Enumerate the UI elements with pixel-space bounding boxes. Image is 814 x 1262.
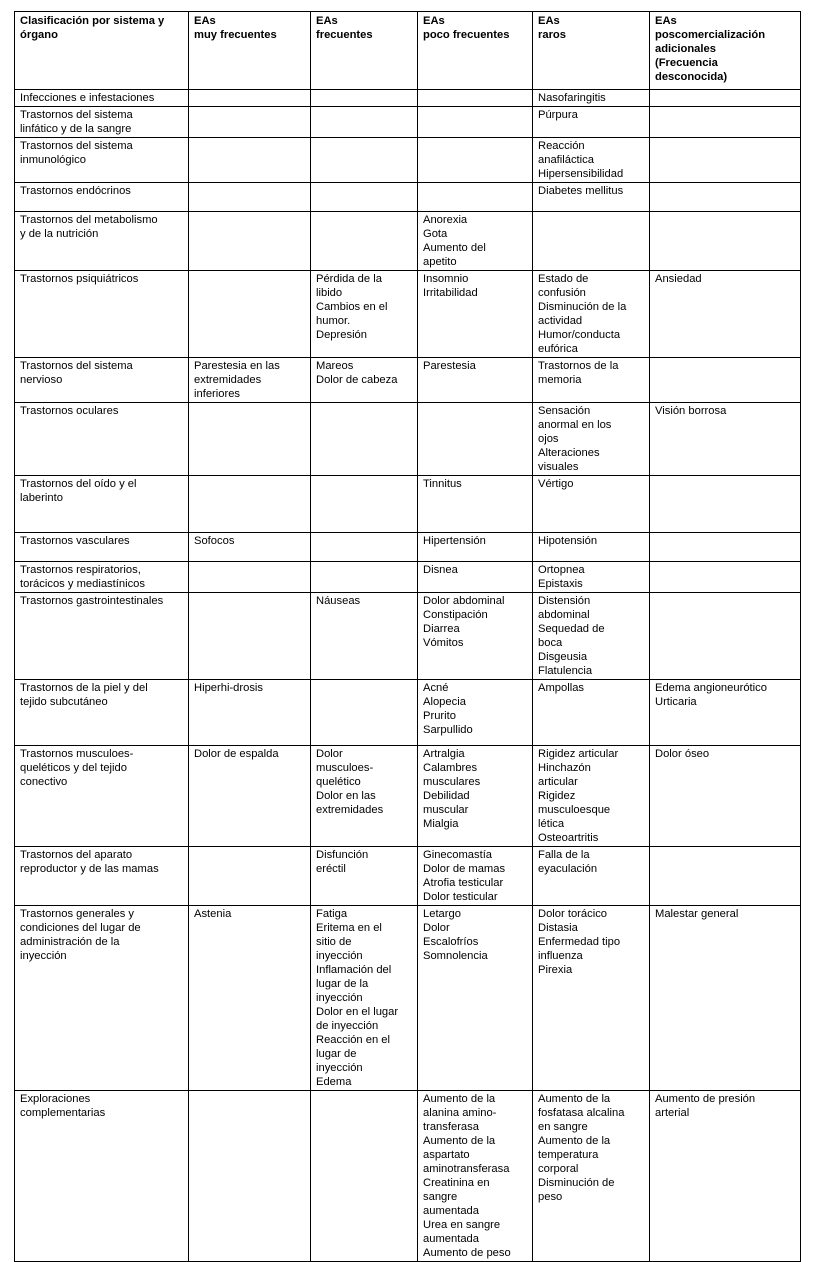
- frequent-cell: [311, 358, 418, 403]
- cell-text: Trastornos del sistema inmunológico: [20, 140, 133, 166]
- cell-text: Aumento de la alanina amino- transferasa Aumento de la aspartato aminotransferasa Creatinina en sangre aumentada Urea en sangre aumentada Aumento de peso: [423, 1093, 511, 1259]
- frequent-cell: [311, 107, 418, 138]
- organ-class-cell: [15, 90, 189, 107]
- organ-class-cell: [15, 593, 189, 680]
- cell-text: Trastornos respiratorios, torácicos y mediastínicos: [20, 564, 145, 590]
- frequent-cell: [311, 593, 418, 680]
- uncommon-cell: [418, 403, 533, 476]
- cell-text: Trastornos del sistema linfático y de la sangre: [20, 109, 133, 135]
- rare-cell: [533, 593, 650, 680]
- uncommon-cell: [418, 212, 533, 271]
- table-row: [15, 847, 801, 906]
- postmarketing-cell: [650, 562, 801, 593]
- rare-cell: [533, 107, 650, 138]
- rare-cell: [533, 183, 650, 212]
- table-row: [15, 212, 801, 271]
- table-body: [15, 90, 801, 1262]
- cell-text: Estado de confusión Disminución de la actividad Humor/conducta eufórica: [538, 273, 627, 355]
- very-frequent-cell: [189, 746, 311, 847]
- rare-cell: [533, 533, 650, 562]
- cell-text: Letargo Dolor Escalofríos Somnolencia: [423, 908, 488, 962]
- header-frequent: EAs frecuentes: [311, 12, 418, 90]
- table-row: [15, 562, 801, 593]
- rare-cell: [533, 562, 650, 593]
- table-row: [15, 271, 801, 358]
- very-frequent-cell: [189, 403, 311, 476]
- table-row: [15, 138, 801, 183]
- cell-text: Insomnio Irritabilidad: [423, 273, 478, 299]
- cell-text: Sensación anormal en los ojos Alteraciones visuales: [538, 405, 612, 473]
- uncommon-cell: [418, 847, 533, 906]
- uncommon-cell: [418, 562, 533, 593]
- uncommon-cell: [418, 906, 533, 1091]
- cell-text: Sofocos: [194, 535, 235, 547]
- postmarketing-cell: [650, 593, 801, 680]
- postmarketing-cell: [650, 358, 801, 403]
- table-row: [15, 183, 801, 212]
- very-frequent-cell: [189, 271, 311, 358]
- very-frequent-cell: [189, 107, 311, 138]
- postmarketing-cell: [650, 138, 801, 183]
- postmarketing-cell: [650, 746, 801, 847]
- uncommon-cell: [418, 107, 533, 138]
- uncommon-cell: [418, 358, 533, 403]
- cell-text: Trastornos psiquiátricos: [20, 273, 139, 285]
- organ-class-cell: [15, 847, 189, 906]
- cell-text: Trastornos del sistema nervioso: [20, 360, 133, 386]
- very-frequent-cell: [189, 562, 311, 593]
- organ-class-cell: [15, 138, 189, 183]
- postmarketing-cell: [650, 847, 801, 906]
- uncommon-cell: [418, 1091, 533, 1262]
- frequent-cell: [311, 562, 418, 593]
- table-row: [15, 593, 801, 680]
- table-row: [15, 1091, 801, 1262]
- table-row: [15, 906, 801, 1091]
- rare-cell: [533, 212, 650, 271]
- cell-text: Visión borrosa: [655, 405, 727, 417]
- uncommon-cell: [418, 593, 533, 680]
- cell-text: Trastornos endócrinos: [20, 185, 131, 197]
- very-frequent-cell: [189, 476, 311, 533]
- cell-text: Trastornos del aparato reproductor y de las mamas: [20, 849, 159, 875]
- frequent-cell: [311, 212, 418, 271]
- organ-class-cell: [15, 562, 189, 593]
- postmarketing-cell: [650, 271, 801, 358]
- uncommon-cell: [418, 476, 533, 533]
- cell-text: Aumento de presión arterial: [655, 1093, 756, 1119]
- uncommon-cell: [418, 680, 533, 746]
- postmarketing-cell: [650, 107, 801, 138]
- frequent-cell: [311, 680, 418, 746]
- organ-class-cell: [15, 107, 189, 138]
- cell-text: Artralgia Calambres musculares Debilidad muscular Mialgia: [423, 748, 481, 830]
- table-row: [15, 680, 801, 746]
- rare-cell: [533, 271, 650, 358]
- cell-text: Disnea: [423, 564, 458, 576]
- organ-class-cell: [15, 906, 189, 1091]
- cell-text: Hipertensión: [423, 535, 486, 547]
- frequent-cell: [311, 90, 418, 107]
- postmarketing-cell: [650, 533, 801, 562]
- cell-text: Nasofaringitis: [538, 92, 606, 104]
- cell-text: Náuseas: [316, 595, 361, 607]
- cell-text: Hipotensión: [538, 535, 598, 547]
- organ-class-cell: [15, 680, 189, 746]
- rare-cell: [533, 1091, 650, 1262]
- cell-text: Exploraciones complementarias: [20, 1093, 106, 1119]
- table-row: [15, 358, 801, 403]
- cell-text: Infecciones e infestaciones: [20, 92, 155, 104]
- cell-text: Diabetes mellitus: [538, 185, 624, 197]
- cell-text: Trastornos generales y condiciones del lugar de administración de la inyección: [20, 908, 141, 962]
- frequent-cell: [311, 403, 418, 476]
- cell-text: Dolor óseo: [655, 748, 710, 760]
- very-frequent-cell: [189, 358, 311, 403]
- postmarketing-cell: [650, 680, 801, 746]
- cell-text: Distensión abdominal Sequedad de boca Disgeusia Flatulencia: [538, 595, 605, 677]
- very-frequent-cell: [189, 533, 311, 562]
- cell-text: Astenia: [194, 908, 232, 920]
- very-frequent-cell: [189, 1091, 311, 1262]
- header-very-frequent: EAs muy frecuentes: [189, 12, 311, 90]
- cell-text: Acné Alopecia Prurito Sarpullido: [423, 682, 473, 736]
- very-frequent-cell: [189, 847, 311, 906]
- organ-class-cell: [15, 533, 189, 562]
- header-row: [15, 12, 801, 90]
- rare-cell: [533, 138, 650, 183]
- rare-cell: [533, 680, 650, 746]
- postmarketing-cell: [650, 212, 801, 271]
- table-row: [15, 476, 801, 533]
- cell-text: Disfunción eréctil: [316, 849, 369, 875]
- cell-text: Dolor de espalda: [194, 748, 279, 760]
- postmarketing-cell: [650, 906, 801, 1091]
- cell-text: Ortopnea Epistaxis: [538, 564, 585, 590]
- cell-text: Trastornos del oído y el laberinto: [20, 478, 137, 504]
- cell-text: Dolor musculoes- quelético Dolor en las extremidades: [316, 748, 384, 816]
- cell-text: Trastornos musculoes- queléticos y del tejido conectivo: [20, 748, 134, 788]
- cell-text: Trastornos de la piel y del tejido subcutáneo: [20, 682, 148, 708]
- table-row: [15, 90, 801, 107]
- cell-text: Trastornos del metabolismo y de la nutrición: [20, 214, 158, 240]
- frequent-cell: [311, 476, 418, 533]
- frequent-cell: [311, 271, 418, 358]
- cell-text: Parestesia en las extremidades inferiores: [194, 360, 280, 400]
- cell-text: Ampollas: [538, 682, 585, 694]
- table-row: [15, 107, 801, 138]
- cell-text: Dolor abdominal Constipación Diarrea Vómitos: [423, 595, 505, 649]
- rare-cell: [533, 906, 650, 1091]
- postmarketing-cell: [650, 403, 801, 476]
- uncommon-cell: [418, 183, 533, 212]
- organ-class-cell: [15, 358, 189, 403]
- frequent-cell: [311, 1091, 418, 1262]
- postmarketing-cell: [650, 183, 801, 212]
- cell-text: Mareos Dolor de cabeza: [316, 360, 398, 386]
- rare-cell: [533, 358, 650, 403]
- cell-text: Dolor torácico Distasia Enfermedad tipo influenza Pirexia: [538, 908, 621, 976]
- very-frequent-cell: [189, 212, 311, 271]
- cell-text: Edema angioneurótico Urticaria: [655, 682, 767, 708]
- cell-text: Tinnitus: [423, 478, 462, 490]
- cell-text: Pérdida de la libido Cambios en el humor. Depresión: [316, 273, 388, 341]
- organ-class-cell: [15, 476, 189, 533]
- postmarketing-cell: [650, 1091, 801, 1262]
- frequent-cell: [311, 746, 418, 847]
- cell-text: Rigidez articular Hinchazón articular Rigidez musculoesque lética Osteoartritis: [538, 748, 619, 844]
- very-frequent-cell: [189, 138, 311, 183]
- uncommon-cell: [418, 90, 533, 107]
- postmarketing-cell: [650, 476, 801, 533]
- cell-text: Ginecomastía Dolor de mamas Atrofia testicular Dolor testicular: [423, 849, 506, 903]
- organ-class-cell: [15, 212, 189, 271]
- cell-text: Trastornos gastrointestinales: [20, 595, 164, 607]
- table-row: [15, 746, 801, 847]
- uncommon-cell: [418, 533, 533, 562]
- rare-cell: [533, 847, 650, 906]
- organ-class-cell: [15, 183, 189, 212]
- very-frequent-cell: [189, 183, 311, 212]
- frequent-cell: [311, 183, 418, 212]
- cell-text: Trastornos vasculares: [20, 535, 130, 547]
- organ-class-cell: [15, 746, 189, 847]
- cell-text: Parestesia: [423, 360, 476, 372]
- frequent-cell: [311, 847, 418, 906]
- cell-text: Púrpura: [538, 109, 578, 121]
- cell-text: Fatiga Eritema en el sitio de inyección Inflamación del lugar de la inyección Dolor en el lugar de inyección Reacción en el lugar de inyección Edema: [316, 908, 399, 1088]
- header-organ-class: Clasificación por sistema y órgano: [15, 12, 189, 90]
- postmarketing-cell: [650, 90, 801, 107]
- very-frequent-cell: [189, 906, 311, 1091]
- header-postmarketing: EAs poscomercialización adicionales (Frecuencia desconocida): [650, 12, 801, 90]
- table-row: [15, 403, 801, 476]
- cell-text: Trastornos oculares: [20, 405, 119, 417]
- cell-text: Malestar general: [655, 908, 739, 920]
- cell-text: Ansiedad: [655, 273, 702, 285]
- adverse-events-table: [14, 11, 801, 1262]
- frequent-cell: [311, 906, 418, 1091]
- uncommon-cell: [418, 746, 533, 847]
- cell-text: Trastornos de la memoria: [538, 360, 619, 386]
- cell-text: Hiperhi-drosis: [194, 682, 264, 694]
- rare-cell: [533, 746, 650, 847]
- table-row: [15, 533, 801, 562]
- very-frequent-cell: [189, 680, 311, 746]
- uncommon-cell: [418, 138, 533, 183]
- frequent-cell: [311, 533, 418, 562]
- cell-text: Vértigo: [538, 478, 574, 490]
- cell-text: Falla de la eyaculación: [538, 849, 598, 875]
- rare-cell: [533, 90, 650, 107]
- header-uncommon: EAs poco frecuentes: [418, 12, 533, 90]
- organ-class-cell: [15, 271, 189, 358]
- cell-text: Aumento de la fosfatasa alcalina en sangre Aumento de la temperatura corporal Disminución de peso: [538, 1093, 625, 1203]
- cell-text: Anorexia Gota Aumento del apetito: [423, 214, 486, 268]
- organ-class-cell: [15, 403, 189, 476]
- header-rare: EAs raros: [533, 12, 650, 90]
- rare-cell: [533, 403, 650, 476]
- organ-class-cell: [15, 1091, 189, 1262]
- frequent-cell: [311, 138, 418, 183]
- uncommon-cell: [418, 271, 533, 358]
- rare-cell: [533, 476, 650, 533]
- very-frequent-cell: [189, 90, 311, 107]
- very-frequent-cell: [189, 593, 311, 680]
- cell-text: Reacción anafiláctica Hipersensibilidad: [538, 140, 624, 180]
